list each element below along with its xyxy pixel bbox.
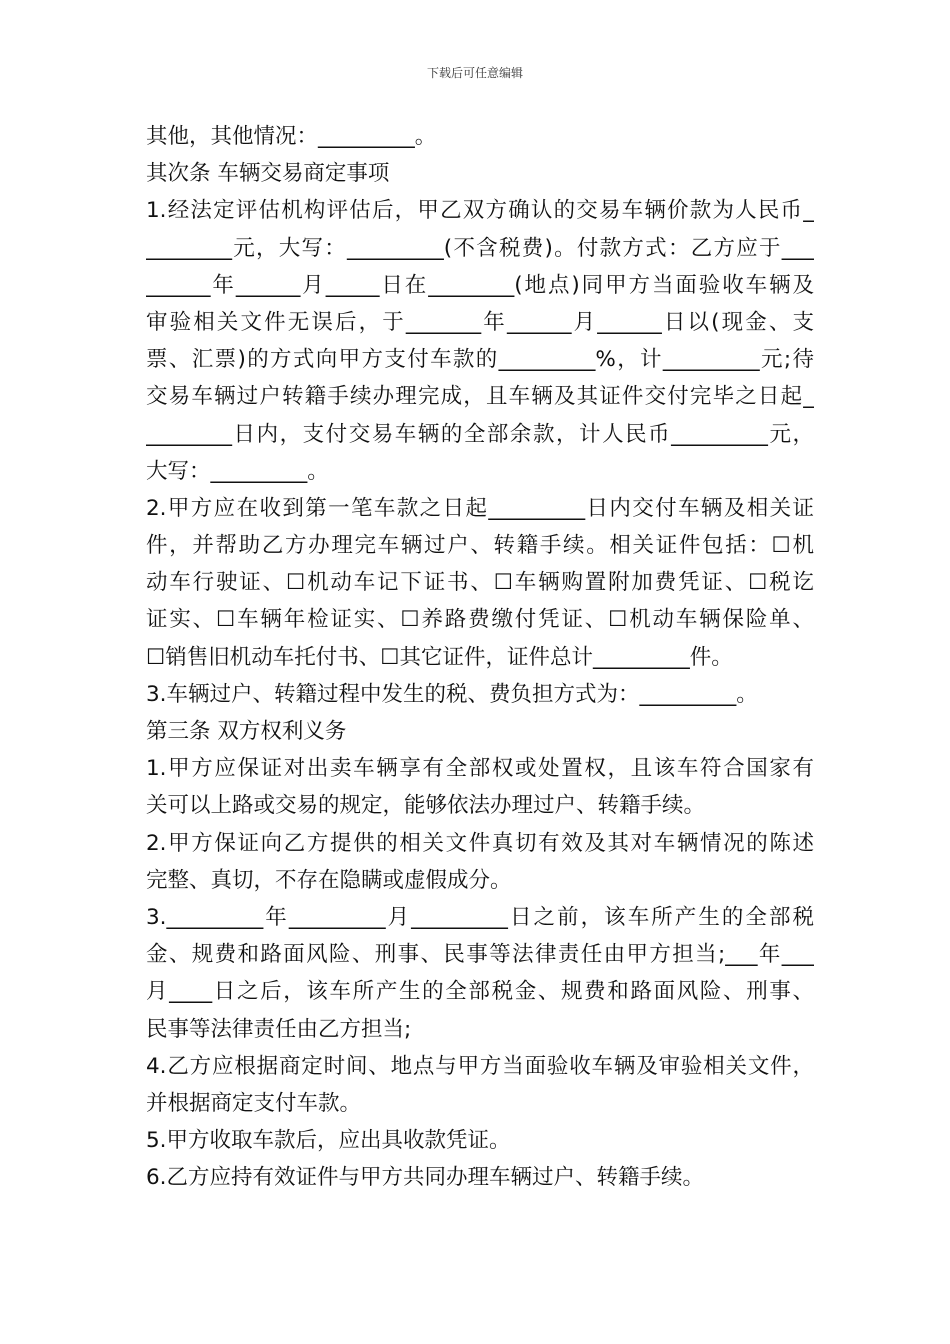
text-line: 证实、☐车辆年检证实、☐养路费缴付凭证、☐机动车辆保险单、: [146, 607, 814, 633]
text-line: 金、规费和路面风险、刑事、民事等法律责任由甲方担当;___年___: [146, 942, 814, 968]
text-line: ☐销售旧机动车托付书、☐其它证件，证件总计_________件。: [146, 644, 733, 670]
section-heading: 其次条 车辆交易商定事项: [146, 161, 390, 187]
text-line: 件，并帮助乙方办理完车辆过户、转籍手续。相关证件包括：☐机: [146, 533, 814, 559]
text-line: 动车行驶证、☐机动车记下证书、☐车辆购置附加费凭证、☐税讫: [146, 570, 814, 596]
text-line: 完整、真切，不存在隐瞒或虚假成分。: [146, 867, 512, 893]
text-line: 2.甲方保证向乙方提供的相关文件真切有效及其对车辆情况的陈述: [146, 830, 814, 856]
text-line: 3.车辆过户、转籍过程中发生的税、费负担方式为：_________。: [146, 681, 758, 707]
text-line: 其他，其他情况：_________。: [146, 124, 437, 149]
text-line: 3._________年_________月_________日之前，该车所产生的全部税: [146, 904, 814, 930]
text-line: ______年______月_____日在________(地点)同甲方当面验收车辆及: [146, 272, 814, 298]
section-heading: 第三条 双方权利义务: [146, 719, 347, 744]
text-line: ________日内，支付交易车辆的全部余款，计人民币_________元，: [146, 421, 814, 447]
text-line: 民事等法律责任由乙方担当;: [146, 1016, 412, 1042]
text-line: 4.乙方应根据商定时间、地点与甲方当面验收车辆及审验相关文件，: [146, 1053, 814, 1079]
text-line: 关可以上路或交易的规定，能够依法办理过户、转籍手续。: [146, 793, 706, 819]
text-line: ________元，大写：_________(不含税费)。付款方式：乙方应于___: [146, 235, 814, 261]
text-line: 5.甲方收取车款后，应出具收款凭证。: [146, 1128, 511, 1154]
text-line: 2.甲方应在收到第一笔车款之日起_________日内交付车辆及相关证: [146, 495, 814, 521]
text-line: 票、汇票)的方式向甲方支付车款的_________%，计_________元;待: [146, 347, 814, 373]
text-line: 并根据商定支付车款。: [146, 1090, 362, 1116]
text-line: 交易车辆过户转籍手续办理完成，且车辆及其证件交付完毕之日起_: [146, 384, 814, 410]
document-body: [146, 118, 814, 1196]
text-line: 1.经法定评估机构评估后，甲乙双方确认的交易车辆价款为人民币_: [146, 198, 814, 224]
text-line: 月____日之后，该车所产生的全部税金、规费和路面风险、刑事、: [146, 979, 814, 1005]
text-line: 审验相关文件无误后，于_______年______月______日以(现金、支: [146, 309, 814, 335]
text-line: 6.乙方应持有效证件与甲方共同办理车辆过户、转籍手续。: [146, 1165, 705, 1191]
text-line: 1.甲方应保证对出卖车辆享有全部权或处置权，且该车符合国家有: [146, 756, 814, 782]
page-header: 下载后可任意编辑: [426, 66, 523, 80]
text-line: 大写：_________。: [146, 458, 329, 484]
